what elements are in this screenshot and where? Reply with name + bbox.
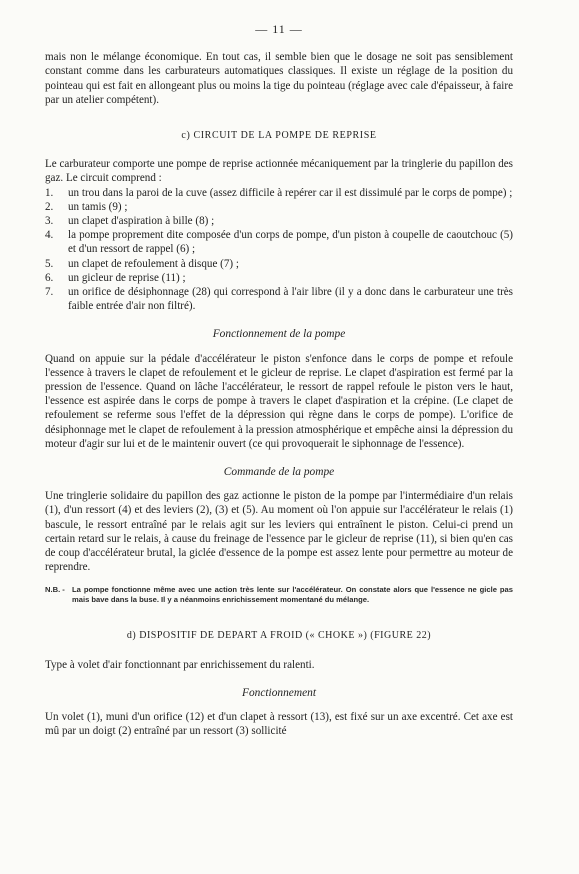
- list-item-number: 5.: [45, 257, 54, 270]
- fonctionnement-choke-title: Fonctionnement: [241, 686, 317, 699]
- component-list: [45, 186, 513, 314]
- fonctionnement-choke-text: Un volet (1), muni d'un orifice (12) et d'un clapet à ressort (13), est fixé sur un axe excentré. Cet axe est mû par un doigt (2) entraîné par un ressort (3) sollicité: [45, 710, 513, 738]
- list-item: [45, 271, 513, 285]
- commande-pompe-text: Une tringlerie solidaire du papillon des gaz actionne le piston de la pompe par l'intermédiaire d'un relais (1), d'un ressort (4) et des leviers (2), (3) et (5). Au moment où l'on appuie sur l'accélérateur le relais (1) bascule, le ressort entraîné par le relais agit sur les leviers qui entraînent le piston. Celui-ci prend un certain retard sur le relais, à cause du freinage de l'essence par le gicleur de reprise (11), si bien qu'en cas de coup d'accélérateur brutal, la giclée d'essence de la pompe est assez lente pour permettre au moteur de reprendre.: [45, 490, 513, 574]
- intro-paragraph: mais non le mélange économique. En tout cas, il semble bien que le dosage ne soit pas sensiblement constant comme dans les carburateurs automatiques classiques. Il existe un réglage de la position du pointeau qui est fait en allongeant plus ou moins la tige du pointeau (réglage avec cale d'épaisseur, à faire par un atelier compétent).: [45, 51, 513, 106]
- list-item: [45, 285, 513, 313]
- list-item-text: un tamis (9) ;: [68, 200, 128, 213]
- list-item: [45, 228, 513, 256]
- section-c-intro: Le carburateur comporte une pompe de reprise actionnée mécaniquement par la tringlerie du papillon des gaz. Le circuit comprend :: [45, 158, 513, 185]
- list-item: [45, 257, 513, 271]
- list-item-number: 4.: [45, 229, 54, 242]
- list-item-number: 2.: [45, 200, 54, 213]
- list-item-text: un clapet d'aspiration à bille (8) ;: [68, 215, 215, 228]
- list-item: [45, 214, 513, 228]
- list-item-text: un trou dans la paroi de la cuve (assez difficile à repérer car il est dissimulé par le corps de pompe) ;: [68, 186, 513, 199]
- page-number: — 11 —: [255, 22, 303, 36]
- list-item-number: 1.: [45, 186, 54, 199]
- nota-bene-label: N.B. -: [45, 584, 65, 594]
- list-item-text: un clapet de refoulement à disque (7) ;: [68, 257, 239, 270]
- list-item: [45, 200, 513, 214]
- list-item-number: 3.: [45, 215, 54, 228]
- list-item-text: un orifice de désiphonnage (28) qui correspond à l'air libre (il y a donc dans le carburateur une très faible entrée d'air non filtré).: [68, 286, 513, 313]
- list-item-text: la pompe proprement dite composée d'un corps de pompe, d'un piston à coupelle de caoutchouc (5) et d'un ressort de rappel (6) ;: [68, 229, 513, 256]
- section-d-intro: Type à volet d'air fonctionnant par enrichissement du ralenti.: [45, 658, 315, 671]
- list-item-number: 6.: [45, 271, 54, 284]
- list-item: [45, 186, 513, 200]
- section-c-title: c) CIRCUIT DE LA POMPE DE REPRISE: [181, 130, 377, 142]
- nota-bene-text: La pompe fonctionne même avec une action très lente sur l'accélérateur. On constate alors que l'essence ne gicle pas mais bave dans la buse. Il y a néanmoins enrichissement momentané du mélange.: [72, 584, 513, 604]
- list-item-text: un gicleur de reprise (11) ;: [68, 271, 186, 284]
- nota-bene: [45, 585, 513, 606]
- commande-pompe-title: Commande de la pompe: [223, 466, 335, 479]
- fonctionnement-pompe-title: Fonctionnement de la pompe: [212, 328, 346, 341]
- section-d-title: d) DISPOSITIF DE DEPART A FROID (« CHOKE ») (FIGURE 22): [126, 630, 432, 642]
- fonctionnement-pompe-text: Quand on appuie sur la pédale d'accélérateur le piston s'enfonce dans le corps de pompe et refoule l'essence à travers le clapet de refoulement et le gicleur de reprise. Le clapet d'aspiration est fermé par la pression de l'essence. Quand on lâche l'accélérateur, le ressort de rappel refoule le piston vers le haut, l'essence est aspirée dans le corps de pompe à travers le clapet d'aspiration et la crépine. (Le clapet de refoulement se referme sous l'effet de la dépression qui règne dans le corps de pompe). L'orifice de désiphonnage met le clapet de refoulement à la pression atmosphérique et empêche ainsi la dépression du moteur d'agir sur lui et de le maintenir ouvert (ce qui provoquerait le siphonnage de l'essence).: [45, 352, 513, 450]
- list-item-number: 7.: [45, 286, 54, 299]
